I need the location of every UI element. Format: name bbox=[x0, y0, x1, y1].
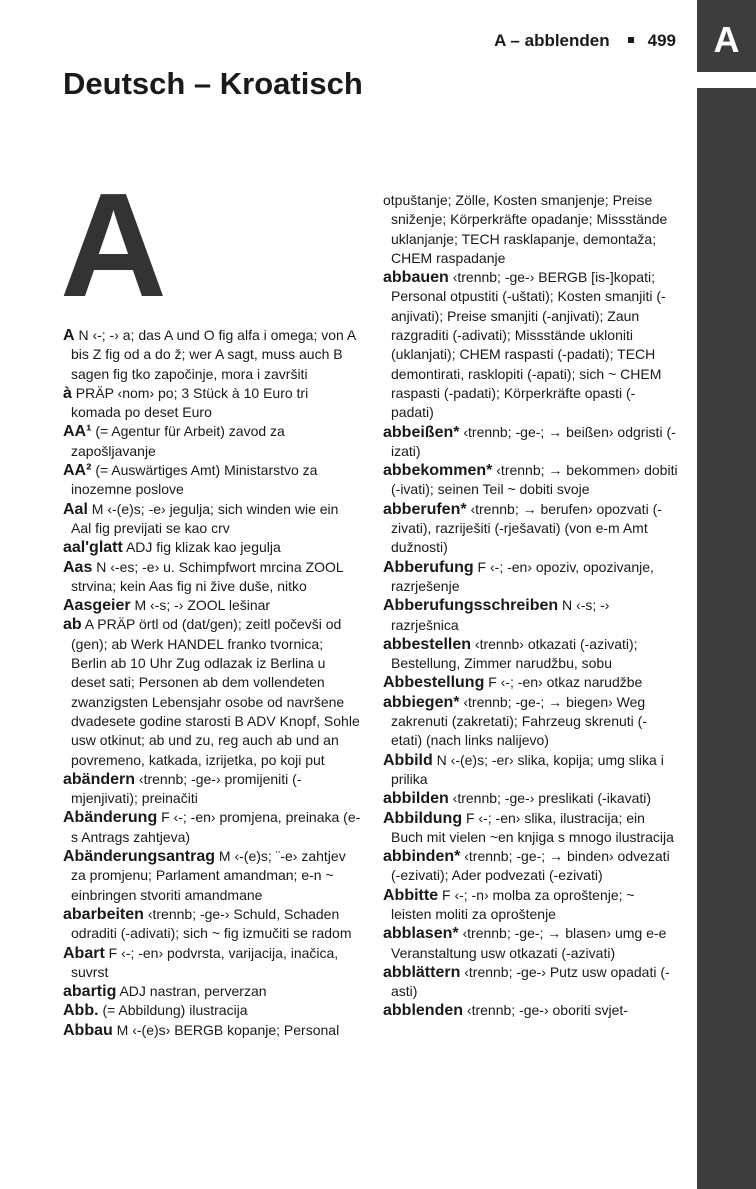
entry-text: ‹trennb› otkazati (-azivati); Bestellung, Zimmer narudžbu, sobu bbox=[391, 635, 638, 672]
entry-headword: Abänderung bbox=[63, 809, 158, 827]
dictionary-entry bbox=[383, 558, 678, 597]
entry-text: ‹trennb; -ge-; → blasen› umg e-e Veranstaltung usw otkazati (-azivati) bbox=[391, 925, 667, 961]
dictionary-entry bbox=[63, 558, 361, 597]
entry-headword: abblenden bbox=[383, 1002, 464, 1020]
running-head-range: A – abblenden bbox=[494, 31, 610, 50]
entry-headword: Abänderungsantrag bbox=[63, 848, 216, 866]
entry-headword: AA¹ bbox=[63, 423, 92, 441]
dictionary-entry bbox=[383, 673, 678, 692]
running-head bbox=[494, 31, 676, 51]
entry-text: N ‹-s; -› razrješnica bbox=[391, 597, 610, 633]
entry-text: ‹trennb; -ge-; → beißen› odgristi (-izati) bbox=[391, 423, 676, 459]
entry-headword: abberufen* bbox=[383, 500, 467, 518]
entry-headword: Abbildung bbox=[383, 809, 463, 827]
entry-headword: Aas bbox=[63, 558, 93, 576]
entry-headword: abbeißen* bbox=[383, 423, 460, 441]
entry-headword: abbilden bbox=[383, 790, 449, 808]
entry-headword: Aasgeier bbox=[63, 597, 131, 615]
entry-text: ‹trennb; -ge-› promijeniti (-mjenjivati); preinačiti bbox=[71, 770, 302, 807]
entry-headword: abblasen* bbox=[383, 925, 459, 943]
entry-headword: aal'glatt bbox=[63, 539, 123, 557]
entry-headword: abarbeiten bbox=[63, 905, 144, 923]
page-title: Deutsch – Kroatisch bbox=[63, 66, 363, 101]
dictionary-entry bbox=[383, 847, 678, 886]
entry-text: M ‹-(e)s; -e› jegulja; sich winden wie ein Aal fig previjati se kao crv bbox=[71, 500, 339, 536]
entry-headword: A bbox=[63, 327, 75, 344]
entry-text: ‹trennb; -ge-› Putz usw opadati (-asti) bbox=[391, 963, 670, 1000]
entry-headword: à bbox=[63, 384, 72, 402]
entry-headword: Abberufungsschreiben bbox=[383, 597, 559, 615]
entry-text: M ‹-s; -› ZOOL lešinar bbox=[134, 597, 271, 614]
entry-headword: Abbau bbox=[63, 1021, 113, 1039]
dictionary-entry bbox=[383, 809, 678, 848]
entry-text: F ‹-; -en› opoziv, opozivanje, razrješenje bbox=[391, 558, 654, 594]
dictionary-entry bbox=[383, 500, 678, 558]
dictionary-entry bbox=[383, 751, 678, 790]
entry-text: ‹trennb; -ge-; → binden› odvezati (-ezivati); Ader podvezati (-ezivati) bbox=[391, 848, 670, 884]
dictionary-entry bbox=[383, 789, 678, 808]
entry-text: (= Agentur für Arbeit) zavod za zapošljavanje bbox=[71, 423, 285, 459]
thumb-letter: A bbox=[697, 0, 756, 72]
dictionary-entry bbox=[383, 1001, 678, 1020]
dictionary-entry bbox=[383, 693, 678, 751]
dictionary-entry bbox=[63, 596, 361, 615]
dictionary-entry bbox=[63, 905, 361, 944]
dictionary-entry bbox=[63, 770, 361, 809]
dictionary-entry bbox=[383, 268, 678, 422]
entry-text: F ‹-; -en› slika, ilustracija; ein Buch mit vielen ~en knjiga s mnogo ilustracija bbox=[391, 809, 674, 845]
dictionary-entry bbox=[63, 847, 361, 905]
entry-text: PRÄP ‹nom› po; 3 Stück à 10 Euro tri komada po deset Euro bbox=[71, 384, 309, 421]
dictionary-entry-continued bbox=[383, 191, 678, 268]
dictionary-entry bbox=[383, 886, 678, 925]
dictionary-entry bbox=[383, 924, 678, 963]
entry-headword: ab bbox=[63, 616, 82, 634]
dictionary-entry bbox=[63, 1001, 361, 1020]
entry-text: (= Auswärtiges Amt) Ministarstvo za inozemne poslove bbox=[71, 462, 318, 498]
dictionary-entry bbox=[63, 422, 361, 461]
entry-text: A PRÄP örtl od (dat/gen); zeitl počevši od (gen); ab Werk HANDEL franko tvornica; Berlin ab 10 Uhr Zug odlazak iz Berlina u deset sati; Personen ab dem vollendeten zwanzigsten Lebensjahr osobe od navršene dvadesete godine starosti B ADV Knopf, Sohle usw otkinut; ab und zu, reg auch ab und an povremeno, katkada, izrijetka, po koji put bbox=[71, 616, 360, 768]
dictionary-entry bbox=[63, 326, 361, 384]
entry-text: N ‹-; -› a; das A und O fig alfa i omega; von A bis Z fig od a do ž; wer A sagt, muss auch B sagen fig tko započinje, mora i završiti bbox=[71, 327, 356, 382]
entry-headword: abartig bbox=[63, 983, 117, 1001]
entry-text: ‹trennb; -ge-› preslikati (-ikavati) bbox=[452, 790, 652, 807]
entry-text: ADJ fig klizak kao jegulja bbox=[125, 539, 281, 556]
entry-headword: Abbild bbox=[383, 751, 433, 769]
dictionary-entry bbox=[383, 423, 678, 462]
left-column bbox=[63, 326, 361, 1040]
entry-text: ‹trennb; -ge-› oboriti svjet- bbox=[466, 1002, 628, 1019]
page-number: 499 bbox=[647, 31, 676, 50]
entry-headword: Aal bbox=[63, 500, 88, 518]
entry-text: ‹trennb; -ge-; → biegen› Weg zakrenuti (zakretati); Fahrzeug skrenuti (-etati) (nach links nalijevo) bbox=[391, 693, 647, 749]
entry-text: ‹trennb; → berufen› opozvati (-zivati), razriješiti (-rješavati) (von e-m Amt dužnosti) bbox=[391, 500, 662, 556]
entry-headword: abbauen bbox=[383, 269, 449, 287]
dictionary-entry bbox=[63, 538, 361, 557]
entry-headword: Abberufung bbox=[383, 558, 474, 576]
entry-text: otpuštanje; Zölle, Kosten smanjenje; Preise sniženje; Körperkräfte opadanje; Missstände uklanjanje; TECH rasklapanje, demontaža; CHEM raspadanje bbox=[383, 192, 668, 266]
entry-text: N ‹-(e)s; -er› slika, kopija; umg slika i prilika bbox=[391, 751, 664, 787]
entry-text: M ‹-(e)s; ¨-e› zahtjev za promjenu; Parlament amandman; e-n ~ einbringen stvoriti amandmane bbox=[71, 848, 346, 903]
dictionary-entry bbox=[63, 944, 361, 983]
entry-text: ‹trennb; -ge-› Schuld, Schaden odraditi (-adivati); sich ~ fig izmučiti se radom bbox=[71, 905, 352, 942]
dictionary-entry bbox=[63, 384, 361, 423]
dictionary-entry bbox=[383, 461, 678, 500]
entry-headword: Abbestellung bbox=[383, 674, 485, 692]
dictionary-entry bbox=[383, 635, 678, 674]
entry-headword: Abart bbox=[63, 944, 105, 962]
dictionary-entry bbox=[63, 615, 361, 769]
dictionary-entry bbox=[63, 500, 361, 539]
entry-text: ADJ nastran, perverzan bbox=[119, 983, 267, 1000]
entry-headword: abbestellen bbox=[383, 635, 472, 653]
entry-headword: abbiegen* bbox=[383, 693, 460, 711]
entry-text: F ‹-; -en› promjena, preinaka (e-s Antrags zahtjeva) bbox=[71, 809, 361, 845]
entry-text: ‹trennb; → bekommen› dobiti (-ivati); seinen Teil ~ dobiti svoje bbox=[391, 462, 678, 498]
entry-text: F ‹-; -en› otkaz narudžbe bbox=[488, 674, 643, 691]
dictionary-entry bbox=[63, 808, 361, 847]
entry-headword: Abbitte bbox=[383, 886, 439, 904]
entry-headword: Abb. bbox=[63, 1002, 99, 1020]
entry-headword: abbekommen* bbox=[383, 462, 493, 480]
separator-square bbox=[628, 37, 634, 43]
entry-text: ‹trennb; -ge-› BERGB [is-]kopati; Personal otpustiti (-uštati); Kosten smanjiti (-anjivati); Preise smanjiti (-anjivati); Zaun razgraditi (-adivati); Missstände ukloniti (uklanjati); CHEM raspasti (-padati); TECH demontirati, rasklopiti (-apati); sich ~ CHEM raspasti (-padati); Körperkräfte opasti (-padati) bbox=[391, 269, 666, 421]
dictionary-entry bbox=[383, 596, 678, 635]
thumb-index-tab bbox=[697, 0, 756, 1189]
entry-text: F ‹-; -n› molba za oproštenje; ~ leisten moliti za oproštenje bbox=[391, 886, 635, 922]
right-column bbox=[383, 191, 678, 1021]
entry-headword: abändern bbox=[63, 770, 136, 788]
entry-headword: abblättern bbox=[383, 963, 461, 981]
entry-text: F ‹-; -en› podvrsta, varijacija, inačica, suvrst bbox=[71, 944, 339, 980]
entry-text: N ‹-es; -e› u. Schimpfwort mrcina ZOOL strvina; kein Aas fig ni žive duše, nitko bbox=[71, 558, 344, 594]
entry-text: M ‹-(e)s› BERGB kopanje; Personal bbox=[116, 1021, 340, 1038]
entry-headword: AA² bbox=[63, 462, 92, 480]
entry-headword: abbinden* bbox=[383, 848, 461, 866]
entry-text: (= Abbildung) ilustracija bbox=[102, 1002, 248, 1019]
dictionary-entry bbox=[63, 461, 361, 500]
section-letter: A bbox=[60, 163, 167, 328]
dictionary-entry bbox=[383, 963, 678, 1002]
dictionary-entry bbox=[63, 1021, 361, 1040]
dictionary-entry bbox=[63, 982, 361, 1001]
